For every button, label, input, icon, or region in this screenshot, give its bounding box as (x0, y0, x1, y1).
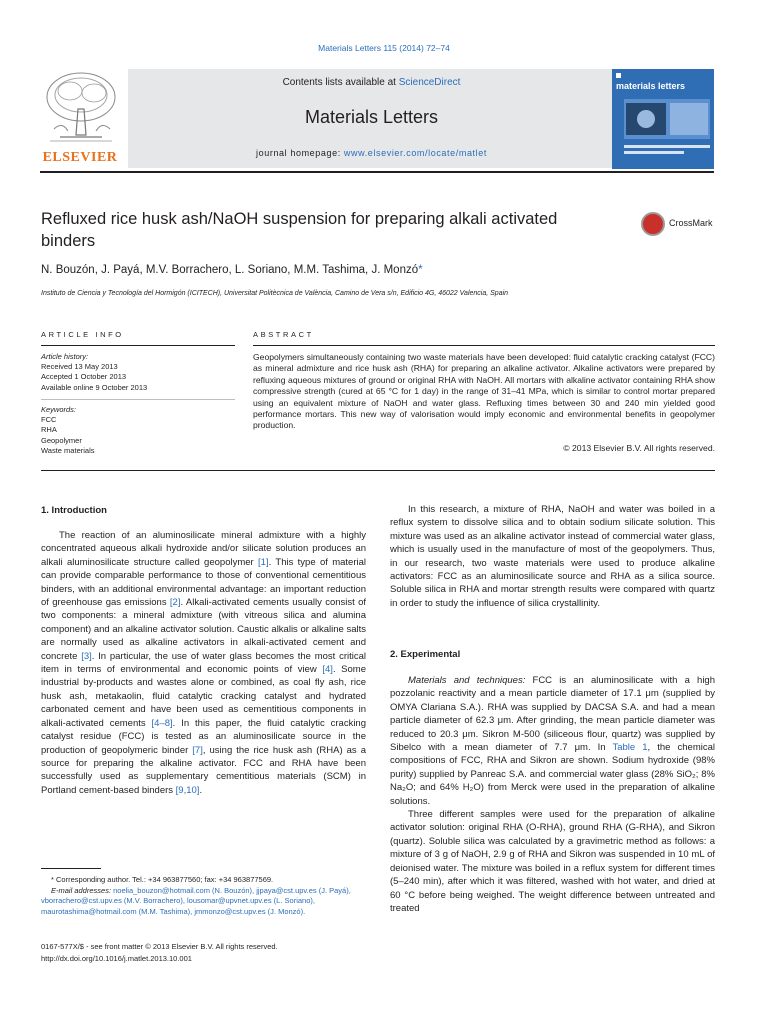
email-addresses (41, 886, 366, 918)
reference-link[interactable]: [9,10] (175, 784, 200, 796)
abstract-bottom-rule (41, 470, 715, 471)
authors-text: N. Bouzón, J. Payá, M.V. Borrachero, L. Soriano, M.M. Tashima, J. Monzó (41, 264, 419, 276)
text-run: . Some industrial by-products and wastes alone or combined, as coal fly ash, rice husk ash, metakaolin, fluid catalytic cracking catalyst and hydrated carbonated cement and have been used as cementitious components in alkali-activated cements (41, 664, 366, 729)
article-history (41, 352, 235, 393)
article-info-rule (41, 345, 235, 346)
text-run: . In particular, the use of water glass becomes the most critical item in terms of environmental and economic points of view (41, 650, 366, 676)
keyword-item: FCC (41, 415, 57, 425)
homepage-prefix: journal homepage: (256, 148, 344, 158)
text-run: , using the rice husk ash (RHA) as a source for preparing the alkaline activator. FCC and RHA have been successfully used as supplementary cementitious materials (SCM) in Portland cement-based binders (41, 744, 366, 796)
reference-link[interactable]: [4] (322, 664, 333, 676)
issn-line: 0167-577X/$ - see front matter © 2013 Elsevier B.V. All rights reserved. (41, 942, 278, 951)
abstract-heading: ABSTRACT (253, 330, 314, 339)
journal-citation[interactable]: Materials Letters 115 (2014) 72–74 (318, 43, 450, 53)
abstract-rule (253, 345, 715, 346)
keyword-item: RHA (41, 425, 57, 435)
text-run: FCC is an aluminosilicate with a high pozzolanic reactivity and a mean particle diameter of 17.1 μm (supplied by OMYA Clariana S.A.). RHA was supplied by DACSA S.A. and had a mean particle diameter of 62.3 μm. After grinding, the mean particle diameter was reduced to 20.3 μm. Sikron M-500 (siliceous flour, quartz) was supplied by Sibelco with a mean diameter of 7.7 μm. In (390, 675, 715, 754)
crossmark-icon (641, 212, 665, 236)
elsevier-logo (40, 69, 135, 169)
cover-image-icon (612, 69, 714, 169)
affiliation: Instituto de Ciencia y Tecnología del Hormigón (ICITECH), Universitat Politècnica de València, Camino de Vera s/n, Edificio 4G, 46022 Valencia, Spain (41, 290, 509, 297)
email-links[interactable]: noelia_bouzon@hotmail.com (N. Bouzón), jjpaya@cst.upv.es (J. Payá), vborrachero@cst.upv.es (M.V. Borrachero), lousomar@upvnet.upv.es (L. Soriano), maurotashima@hotmail.com (M.M. Tashima), jmmonzo@cst.upv.es (J. Monzó). (41, 885, 351, 916)
history-received: Received 13 May 2013 (41, 362, 118, 372)
section-heading-introduction: 1. Introduction (41, 505, 107, 516)
footnote-rule (41, 868, 101, 869)
reference-link[interactable]: [7] (192, 744, 203, 756)
email-label: E-mail addresses: (51, 885, 114, 895)
elsevier-tree-icon (40, 69, 122, 149)
reference-link[interactable]: [2] (169, 597, 181, 609)
keywords-label: Keywords: (41, 405, 77, 414)
crossmark-label: CrossMark (669, 218, 713, 228)
keyword-item: Geopolymer (41, 435, 82, 445)
contents-line (128, 77, 615, 88)
reference-link[interactable]: [4–8] (151, 717, 173, 729)
text-run: . (199, 784, 203, 796)
publisher-logo-text: ELSEVIER (42, 150, 118, 165)
reference-link[interactable]: [1] (258, 556, 269, 568)
history-online: Available online 9 October 2013 (41, 382, 148, 392)
article-info-heading: ARTICLE INFO (41, 330, 124, 339)
journal-banner (40, 69, 714, 177)
homepage-link[interactable]: www.elsevier.com/locate/matlet (343, 148, 487, 158)
doi-link[interactable]: http://dx.doi.org/10.1016/j.matlet.2013.10.001 (41, 954, 192, 963)
reference-link[interactable]: [3] (81, 650, 92, 662)
keyword-item: Waste materials (41, 445, 95, 455)
banner-rule (40, 171, 714, 173)
history-accepted: Accepted 1 October 2013 (41, 372, 127, 382)
text-run: . This type of material can provide comparable performance to those of conventional cementitious binders, with an additional environmental advantage: an important reduction of greenhouse gas emissions (41, 556, 366, 609)
contents-prefix: Contents lists available at (282, 77, 399, 88)
text-run: The reaction of an aluminosilicate mineral admixture with a highly concentrated aqueous alkali hydroxide and/or silicate solution produces an alkali aluminosilicate structure called geopolymer (41, 530, 366, 568)
samples-paragraph: Three different samples were used for the preparation of alkaline activator solution: original RHA (O-RHA), ground RHA (G-RHA), and Sikron (quartz). Soluble silica was calculated by a gravimetric method as follows: a mixture of 3 g of NaOH, 2.9 g of RHA and Sikron was suspended in 10 mL of deionised water. The mixture was boiled in a reflux system for different times (5–240 min), after which it was filtered, washed with hot water, and dried at 60 °C before being weighed. The weight difference between untreated and treated (390, 809, 715, 914)
journal-header-box (128, 69, 615, 168)
author-list (41, 264, 721, 276)
abstract-text: Geopolymers simultaneously containing two waste materials have been developed: fluid catalytic cracking catalyst (FCC) as mineral admixture and rice husk ash (RHA) for preparing an alkaline activator. Alkaline activators were prepared by refluxing aqueous mixtures of ground or original RHA with NaOH. All mortars with alkaline activator containing RHA show compressive strength (cured at 65 °C for 1 day) in the range of 31–41 MPa, which is similar to control mortar prepared using an equivalent mixture of NaOH and water glass. Refluxing times between 30 and 240 min yielded good performance mortars. This new way of valorisation would imply economic and environmental benefits in geopolymer production. (253, 352, 715, 431)
corresponding-author-mark[interactable]: * (418, 264, 423, 276)
journal-title: Materials Letters (304, 107, 439, 127)
footnote-mark: * (51, 875, 54, 884)
history-label: Article history: (41, 352, 89, 361)
info-divider (41, 399, 235, 400)
introduction-paragraph (41, 529, 366, 797)
text-run: . Alkali-activated cements usually consist of two components: a mineral admixture (with vitreous silica and alumina component) and an alkaline activator solution. Caustic alkalis or alkaline salts are normally used as alkaline activators in alkali-activated cement and concrete (41, 597, 366, 662)
corresponding-text: Corresponding author. Tel.: +34 963877560; fax: +34 963877569. (56, 875, 274, 884)
keywords (41, 405, 235, 456)
section-heading-experimental: 2. Experimental (390, 649, 461, 660)
footnote (41, 875, 366, 917)
experimental-text (390, 674, 715, 915)
text-run: . In this paper, the fluid catalytic cracking catalyst residue (FCC) is tested as an aluminosilicate source in the production of geopolymeric binder (41, 717, 366, 756)
text-run: , the chemical compositions of FCC, RHA and Sikron are shown. Sodium hydroxide (98% purity) supplied by Panreac S.A. and commercial water glass (28% SiO₂; 8% Na₂O; and 64% H₂O) from Merck were used in the preparation of alkaline solutions. (390, 742, 715, 807)
paper-title: Refluxed rice husk ash/NaOH suspension for preparing alkali activated binders (41, 210, 558, 250)
journal-cover (612, 69, 714, 169)
abstract-copyright: © 2013 Elsevier B.V. All rights reserved. (563, 443, 715, 453)
journal-homepage (128, 148, 615, 158)
sciencedirect-link[interactable]: ScienceDirect (398, 77, 461, 88)
research-text: In this research, a mixture of RHA, NaOH and water was boiled in a reflux system to dissolve silica and to obtain sodium silicate solution. This mixture was used as an alkaline activator instead of commercial water glass, which is usually used in the manufacture of most of the geopolymers. Thus, in our research, two waste materials were used to produce alkaline activators: FCC as an aluminosilicate source and RHA as a silica source. Soluble silica in RHA and mortar strength results were compared with quartz in order to study the influence of silica crystallinity. (390, 504, 715, 609)
cover-title: materials letters (616, 81, 686, 91)
corresponding-author-note (41, 875, 366, 886)
materials-label: Materials and techniques: (408, 675, 526, 686)
reference-link[interactable]: Table 1 (612, 742, 648, 754)
crossmark-button[interactable] (641, 212, 716, 240)
research-paragraph (390, 503, 715, 610)
